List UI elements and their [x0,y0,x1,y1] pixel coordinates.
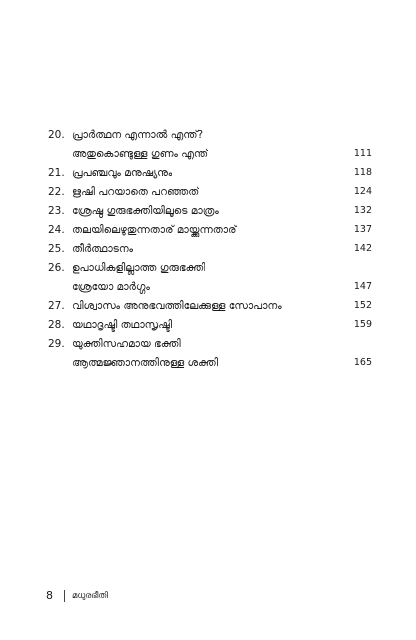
toc-entry-number: 20. [48,129,65,141]
toc-entry-title: പ്രപഞ്ചവും മനുഷ്യനും [72,167,173,179]
toc-entry-number: 22. [48,186,65,198]
footer-divider [64,590,65,602]
toc-entry-number: 29. [48,338,65,350]
toc-entry-page: 111 [353,148,372,159]
toc-entry-title: ഉപാധികളില്ലാത്ത ഗുരുഭക്തി [72,262,206,274]
toc-entry-title: ആത്മജ്ഞാനത്തിനുള്ള ശക്തി [72,357,218,369]
toc-entry-page: 142 [353,243,372,254]
running-book-title: മധുരഭീതി [72,591,108,601]
toc-entry-number: 27. [48,300,65,312]
toc-entry-title: വിശ്വാസം അനുഭവത്തിലേക്കുള്ള സോപാനം [72,300,282,312]
toc-entry-page: 132 [353,205,372,216]
toc-entry-title: യുക്തിസഹമായ ഭക്തി [72,338,181,350]
toc-entry-number: 26. [48,262,65,274]
toc-entry-title: തലയിലെഴുതുന്നതാര് മായ്ക്കുന്നതാര് [72,224,237,236]
toc-entry-page: 137 [353,224,372,235]
toc-entry-title: യഥാദൃഷ്ടി തഥാസൃഷ്ടി [72,319,173,331]
toc-entry-number: 23. [48,205,65,217]
toc-entry-page: 165 [353,357,372,368]
page-number: 8 [46,589,53,602]
toc-entry-title: ഋഷി പറയാതെ പറഞ്ഞത് [72,186,200,198]
toc-entry-title: ശ്രേഷ്ഠ ഗുരുഭക്തിയിലൂടെ മാത്രം [72,205,219,217]
toc-entry-title: തീർത്ഥാടനം [72,243,133,255]
toc-entry-title: ശ്രേയോ മാർഗ്ഗം [72,281,150,293]
toc-entry-page: 118 [353,167,372,178]
toc-entry-title: പ്രാർത്ഥന എന്നാൽ എന്ത്? [72,129,204,141]
toc-entry-number: 25. [48,243,65,255]
toc-entry-page: 159 [353,319,372,330]
toc-entry-number: 24. [48,224,65,236]
toc-entry-title: അതുകൊണ്ടുള്ള ഗുണം എന്ത് [72,148,209,160]
page-footer [0,588,416,604]
toc-entry-number: 21. [48,167,65,179]
toc-entry-continuation [0,352,416,374]
toc-entry-page: 147 [353,281,372,292]
toc-entry-number: 28. [48,319,65,331]
toc-entry-page: 124 [353,186,372,197]
toc-entry-page: 152 [353,300,372,311]
